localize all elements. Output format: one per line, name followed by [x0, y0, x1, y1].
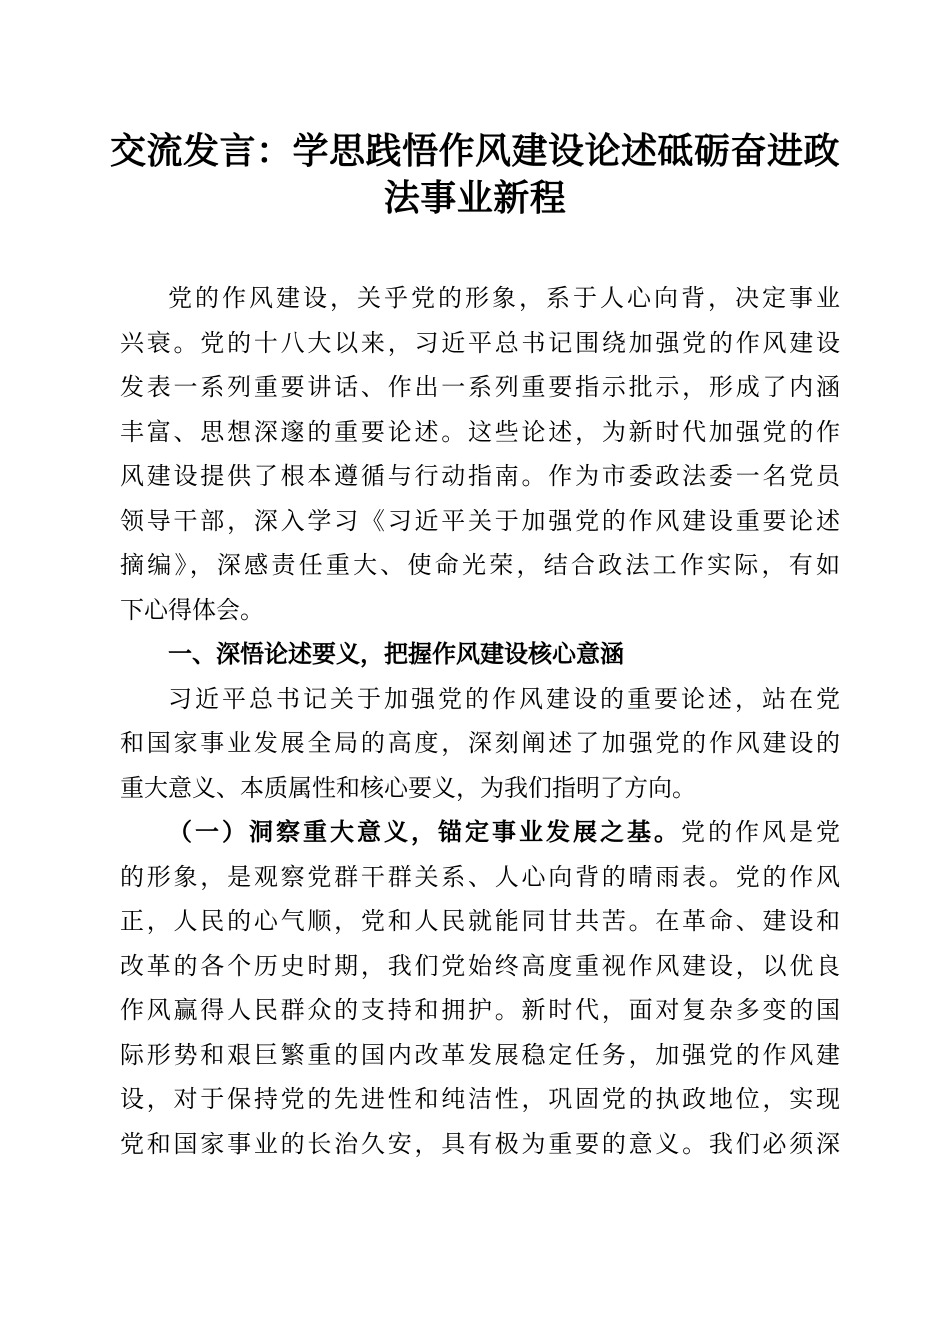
text-line: 习近平总书记关于加强党的作风建设的重要论述，站在党 [168, 684, 840, 713]
text-run: 党的作风是党 [681, 818, 840, 846]
section-heading-1: 一、深悟论述要义，把握作风建设核心意涵 [168, 640, 624, 668]
text-line: 正，人民的心气顺，党和人民就能同甘共苦。在革命、建设和 [120, 907, 840, 935]
paragraph-intro [120, 276, 840, 632]
text-line: 作风赢得人民群众的支持和拥护。新时代，面对复杂多变的国 [120, 996, 840, 1024]
text-line: 改革的各个历史时期，我们党始终高度重视作风建设，以优良 [120, 951, 840, 980]
title-line-1: 交流发言：学思践悟作风建设论述砥砺奋进政 [109, 130, 840, 172]
document-body [120, 276, 840, 1166]
text-line [120, 810, 840, 855]
title-line-2: 法事业新程 [383, 177, 567, 219]
text-line: 摘编》，深感责任重大、使命光荣，结合政法工作实际，有如 [120, 551, 840, 579]
text-line: 领导干部，深入学习《习近平关于加强党的作风建设重要论述 [120, 506, 840, 535]
text-line: 发表一系列重要讲话、作出一系列重要指示批示，形成了内涵 [120, 373, 840, 401]
paragraph-section-1-intro [120, 677, 840, 811]
text-line: 党和国家事业的长治久安，具有极为重要的意义。我们必须深 [120, 1129, 840, 1158]
text-line: 丰富、思想深邃的重要论述。这些论述，为新时代加强党的作 [120, 417, 840, 446]
subsection-heading-1: （一）洞察重大意义，锚定事业发展之基。 [168, 817, 681, 846]
document-title [100, 128, 850, 222]
text-line: 的形象，是观察党群干群关系、人心向背的晴雨表。党的作风 [120, 862, 840, 891]
text-line: 和国家事业发展全局的高度，深刻阐述了加强党的作风建设的 [120, 729, 840, 757]
paragraph-subsection-1 [120, 810, 840, 1166]
text-line: 党的作风建设，关乎党的形象，系于人心向背，决定事业 [168, 284, 840, 312]
text-line: 兴衰。党的十八大以来，习近平总书记围绕加强党的作风建设 [120, 328, 840, 357]
text-line: 设，对于保持党的先进性和纯洁性，巩固党的执政地位，实现 [120, 1085, 840, 1113]
text-line: 重大意义、本质属性和核心要义，为我们指明了方向。 [120, 773, 696, 802]
text-line: 际形势和艰巨繁重的国内改革发展稳定任务，加强党的作风建 [120, 1040, 840, 1069]
text-line: 风建设提供了根本遵循与行动指南。作为市委政法委一名党员 [120, 462, 840, 490]
text-line: 下心得体会。 [120, 595, 264, 624]
